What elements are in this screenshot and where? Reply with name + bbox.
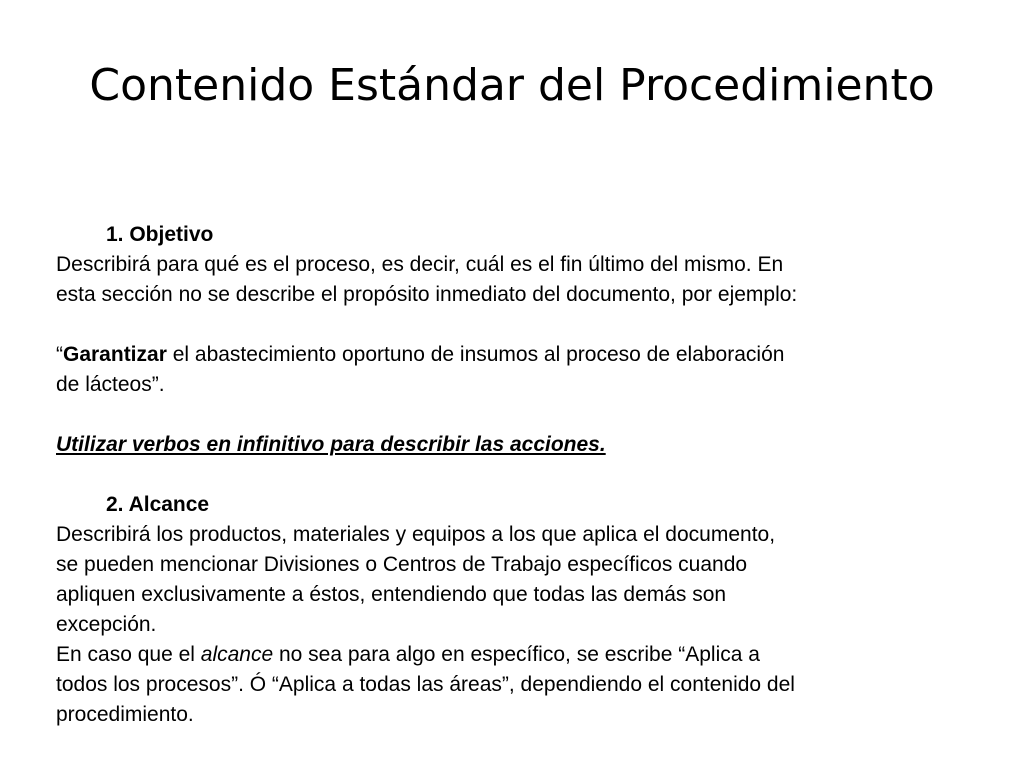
- objetivo-example-line-2: de lácteos”.: [56, 373, 165, 396]
- slide-title: Contenido Estándar del Procedimiento: [89, 60, 935, 111]
- alcance-italic-word: alcance: [200, 643, 274, 666]
- section-heading-objetivo: 1. Objetivo: [106, 223, 214, 246]
- alcance-text-post: no sea para algo en específico, se escribe “Aplica a: [273, 643, 760, 666]
- infinitive-note-line: [56, 430, 976, 460]
- alcance-text-pre: En caso que el: [56, 643, 201, 666]
- spacer: [56, 460, 976, 490]
- open-quote: “: [56, 343, 63, 366]
- slide-body: [56, 220, 976, 730]
- spacer: [56, 310, 976, 340]
- alcance-text-line-7: procedimiento.: [56, 703, 194, 726]
- spacer: [56, 400, 976, 430]
- objetivo-text-line-2: esta sección no se describe el propósito inmediato del documento, por ejemplo:: [56, 283, 798, 306]
- alcance-text-line-5: [56, 640, 976, 670]
- example-keyword: Garantizar: [63, 343, 167, 366]
- alcance-text-line-6: todos los procesos”. Ó “Aplica a todas las áreas”, dependiendo el contenido del: [56, 673, 795, 696]
- infinitive-note: Utilizar verbos en infinitivo para describir las acciones.: [56, 433, 606, 456]
- objetivo-text-line-1: Describirá para qué es el proceso, es decir, cuál es el fin último del mismo. En: [56, 253, 784, 276]
- section-heading-alcance: 2. Alcance: [106, 493, 210, 516]
- alcance-text-line-4: excepción.: [56, 613, 157, 636]
- example-text: el abastecimiento oportuno de insumos al proceso de elaboración: [166, 343, 785, 366]
- objetivo-example-line-1: [56, 340, 976, 370]
- alcance-text-line-1: Describirá los productos, materiales y equipos a los que aplica el documento,: [56, 523, 776, 546]
- alcance-text-line-2: se pueden mencionar Divisiones o Centros de Trabajo específicos cuando: [56, 553, 748, 576]
- alcance-text-line-3: apliquen exclusivamente a éstos, entendiendo que todas las demás son: [56, 583, 727, 606]
